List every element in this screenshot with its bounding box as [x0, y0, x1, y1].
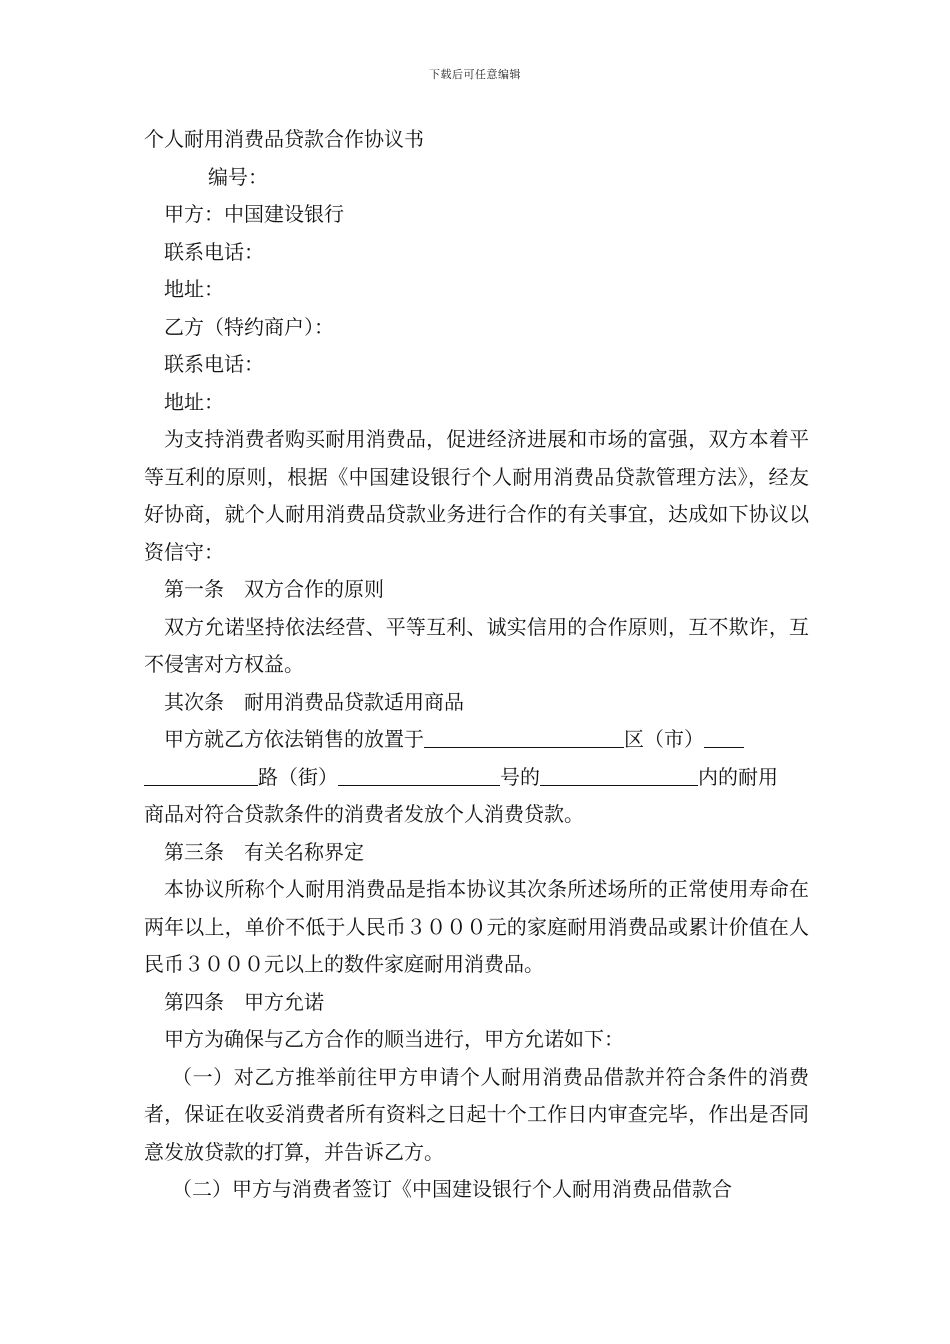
number-label: 编号：	[208, 164, 268, 189]
party-a-address: 地址：	[164, 277, 224, 301]
location-blank-5	[540, 763, 698, 786]
article2-title: 其次条 耐用消费品贷款适用商品	[164, 689, 464, 714]
location-blank-1	[424, 725, 624, 748]
location-blank-2	[704, 725, 744, 748]
article4-intro: 甲方为确保与乙方合作的顺当进行，甲方允诺如下：	[164, 1027, 624, 1051]
party-b-phone: 联系电话：	[164, 352, 264, 376]
article2-line2	[144, 759, 809, 797]
article3-text: 本协议所称个人耐用消费品是指本协议其次条所述场所的正常使用寿命在两年以上，单价不低于人民币３０００元的家庭耐用消费品或累计价值在人民币３０００元以上的数件家庭耐用消费品。	[144, 877, 809, 976]
party-b-address: 地址：	[164, 389, 224, 414]
article4-item2: （二）甲方与消费者签订《中国建设银行个人耐用消费品借款合	[172, 1177, 732, 1201]
article2-line1-text-b: 区（市）	[624, 727, 704, 751]
party-b: 乙方（特约商户）：	[164, 314, 334, 339]
location-blank-3	[144, 763, 258, 786]
party-a-phone: 联系电话：	[164, 239, 264, 264]
document-title: 个人耐用消费品贷款合作协议书	[144, 127, 424, 151]
page-header-note: 下载后可任意编辑	[429, 68, 521, 81]
article3-title: 第三条 有关名称界定	[164, 839, 364, 864]
location-blank-4	[338, 763, 500, 786]
article1-title: 第一条 双方合作的原则	[164, 577, 384, 601]
article4-title: 第四条 甲方允诺	[164, 989, 324, 1014]
party-a: 甲方：中国建设银行	[164, 202, 344, 226]
article2-line1	[144, 721, 809, 759]
article2-line3: 商品对符合贷款条件的消费者发放个人消费贷款。	[144, 802, 584, 826]
article2-line2-text-c: 内的耐用	[698, 764, 778, 789]
article2-line1-text-a: 甲方就乙方依法销售的放置于	[164, 727, 424, 751]
preamble-paragraph: 为支持消费者购买耐用消费品，促进经济进展和市场的富强，双方本着平等互利的原则，根据《中国建设银行个人耐用消费品贷款管理方法》，经友好协商，就个人耐用消费品贷款业务进行合作的有关事宜，达成如下协议以资信守：	[144, 427, 809, 564]
article2-line2-text-b: 号的	[500, 764, 540, 789]
article4-item1: （一）对乙方推举前往甲方申请个人耐用消费品借款并符合条件的消费者，保证在收妥消费者所有资料之日起十个工作日内审查完毕，作出是否同意发放贷款的打算，并告诉乙方。	[144, 1064, 809, 1164]
article2-line2-text-a: 路（街）	[258, 764, 338, 789]
article1-text: 双方允诺坚持依法经营、平等互利、诚实信用的合作原则，互不欺诈，互不侵害对方权益。	[144, 614, 809, 676]
document-body	[144, 121, 809, 1209]
